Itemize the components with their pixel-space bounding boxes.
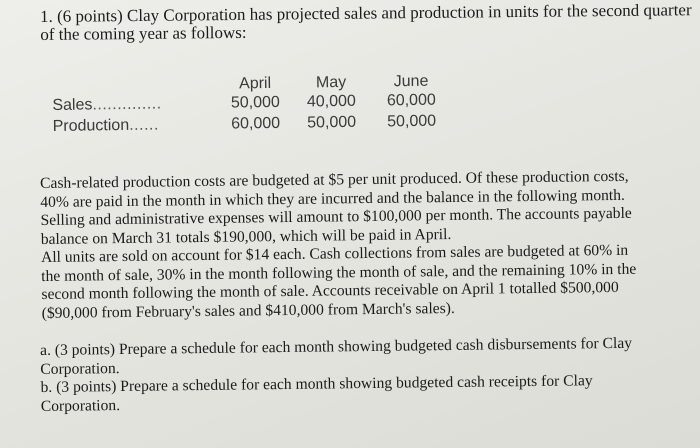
part-a-line: Corporation.: [40, 359, 120, 378]
row-label-text: Sales: [52, 96, 93, 114]
sales-production-schedule: [52, 72, 473, 140]
details-line: Selling and administrative expenses will amount to $100,000 per month. The accounts payable: [40, 204, 632, 229]
month-header-april: April: [238, 74, 272, 93]
details-line: Cash-related production costs are budgeted at $5 per unit produced. Of these production costs,: [40, 167, 629, 192]
question-heading-line: 1. (6 points) Clay Corporation has projected sales and production in units for the second quarter: [39, 0, 692, 26]
row-label-text: Production: [52, 116, 130, 135]
sales-april: 50,000: [230, 93, 280, 112]
details-line: ($90,000 from February's sales and $410,000 from March's sales).: [41, 299, 455, 322]
sales-june: 60,000: [386, 91, 436, 110]
part-b-line: b. (3 points) Prepare a schedule for each month showing budgeted cash receipts for Clay: [40, 372, 593, 396]
production-june: 50,000: [387, 112, 437, 131]
month-header-may: May: [315, 73, 347, 92]
details-line: 40% are paid in the month in which they are incurred and the balance in the following month.: [40, 186, 625, 211]
details-line: second month following the month of sale. Accounts receivable on April 1 totalled $500,000: [41, 278, 619, 303]
row-label-production: [53, 117, 159, 136]
part-a-line: a. (3 points) Prepare a schedule for each month showing budgeted cash disbursements for Clay: [40, 334, 633, 359]
month-header-june: June: [393, 72, 429, 91]
dot-leader: ..............: [92, 95, 162, 114]
details-line: the month of sale, 30% in the month following the month of sale, and the remaining 10% in the: [41, 260, 637, 285]
production-april: 60,000: [231, 114, 281, 133]
row-label-sales: [52, 95, 162, 115]
question-heading: [40, 1, 690, 44]
sales-may: 40,000: [306, 92, 356, 111]
details-line: balance on March 31 totals $190,000, which will be paid in April.: [40, 225, 452, 248]
details-line: All units are sold on account for $14 each. Cash collections from sales are budgeted at 60% in: [40, 241, 629, 266]
question-heading-line: of the coming year as follows:: [40, 22, 247, 44]
production-may: 50,000: [307, 113, 357, 132]
part-b-line: Corporation.: [40, 396, 121, 415]
dot-leader: ......: [129, 116, 159, 134]
question-parts: [40, 334, 691, 416]
problem-details: [40, 167, 692, 323]
